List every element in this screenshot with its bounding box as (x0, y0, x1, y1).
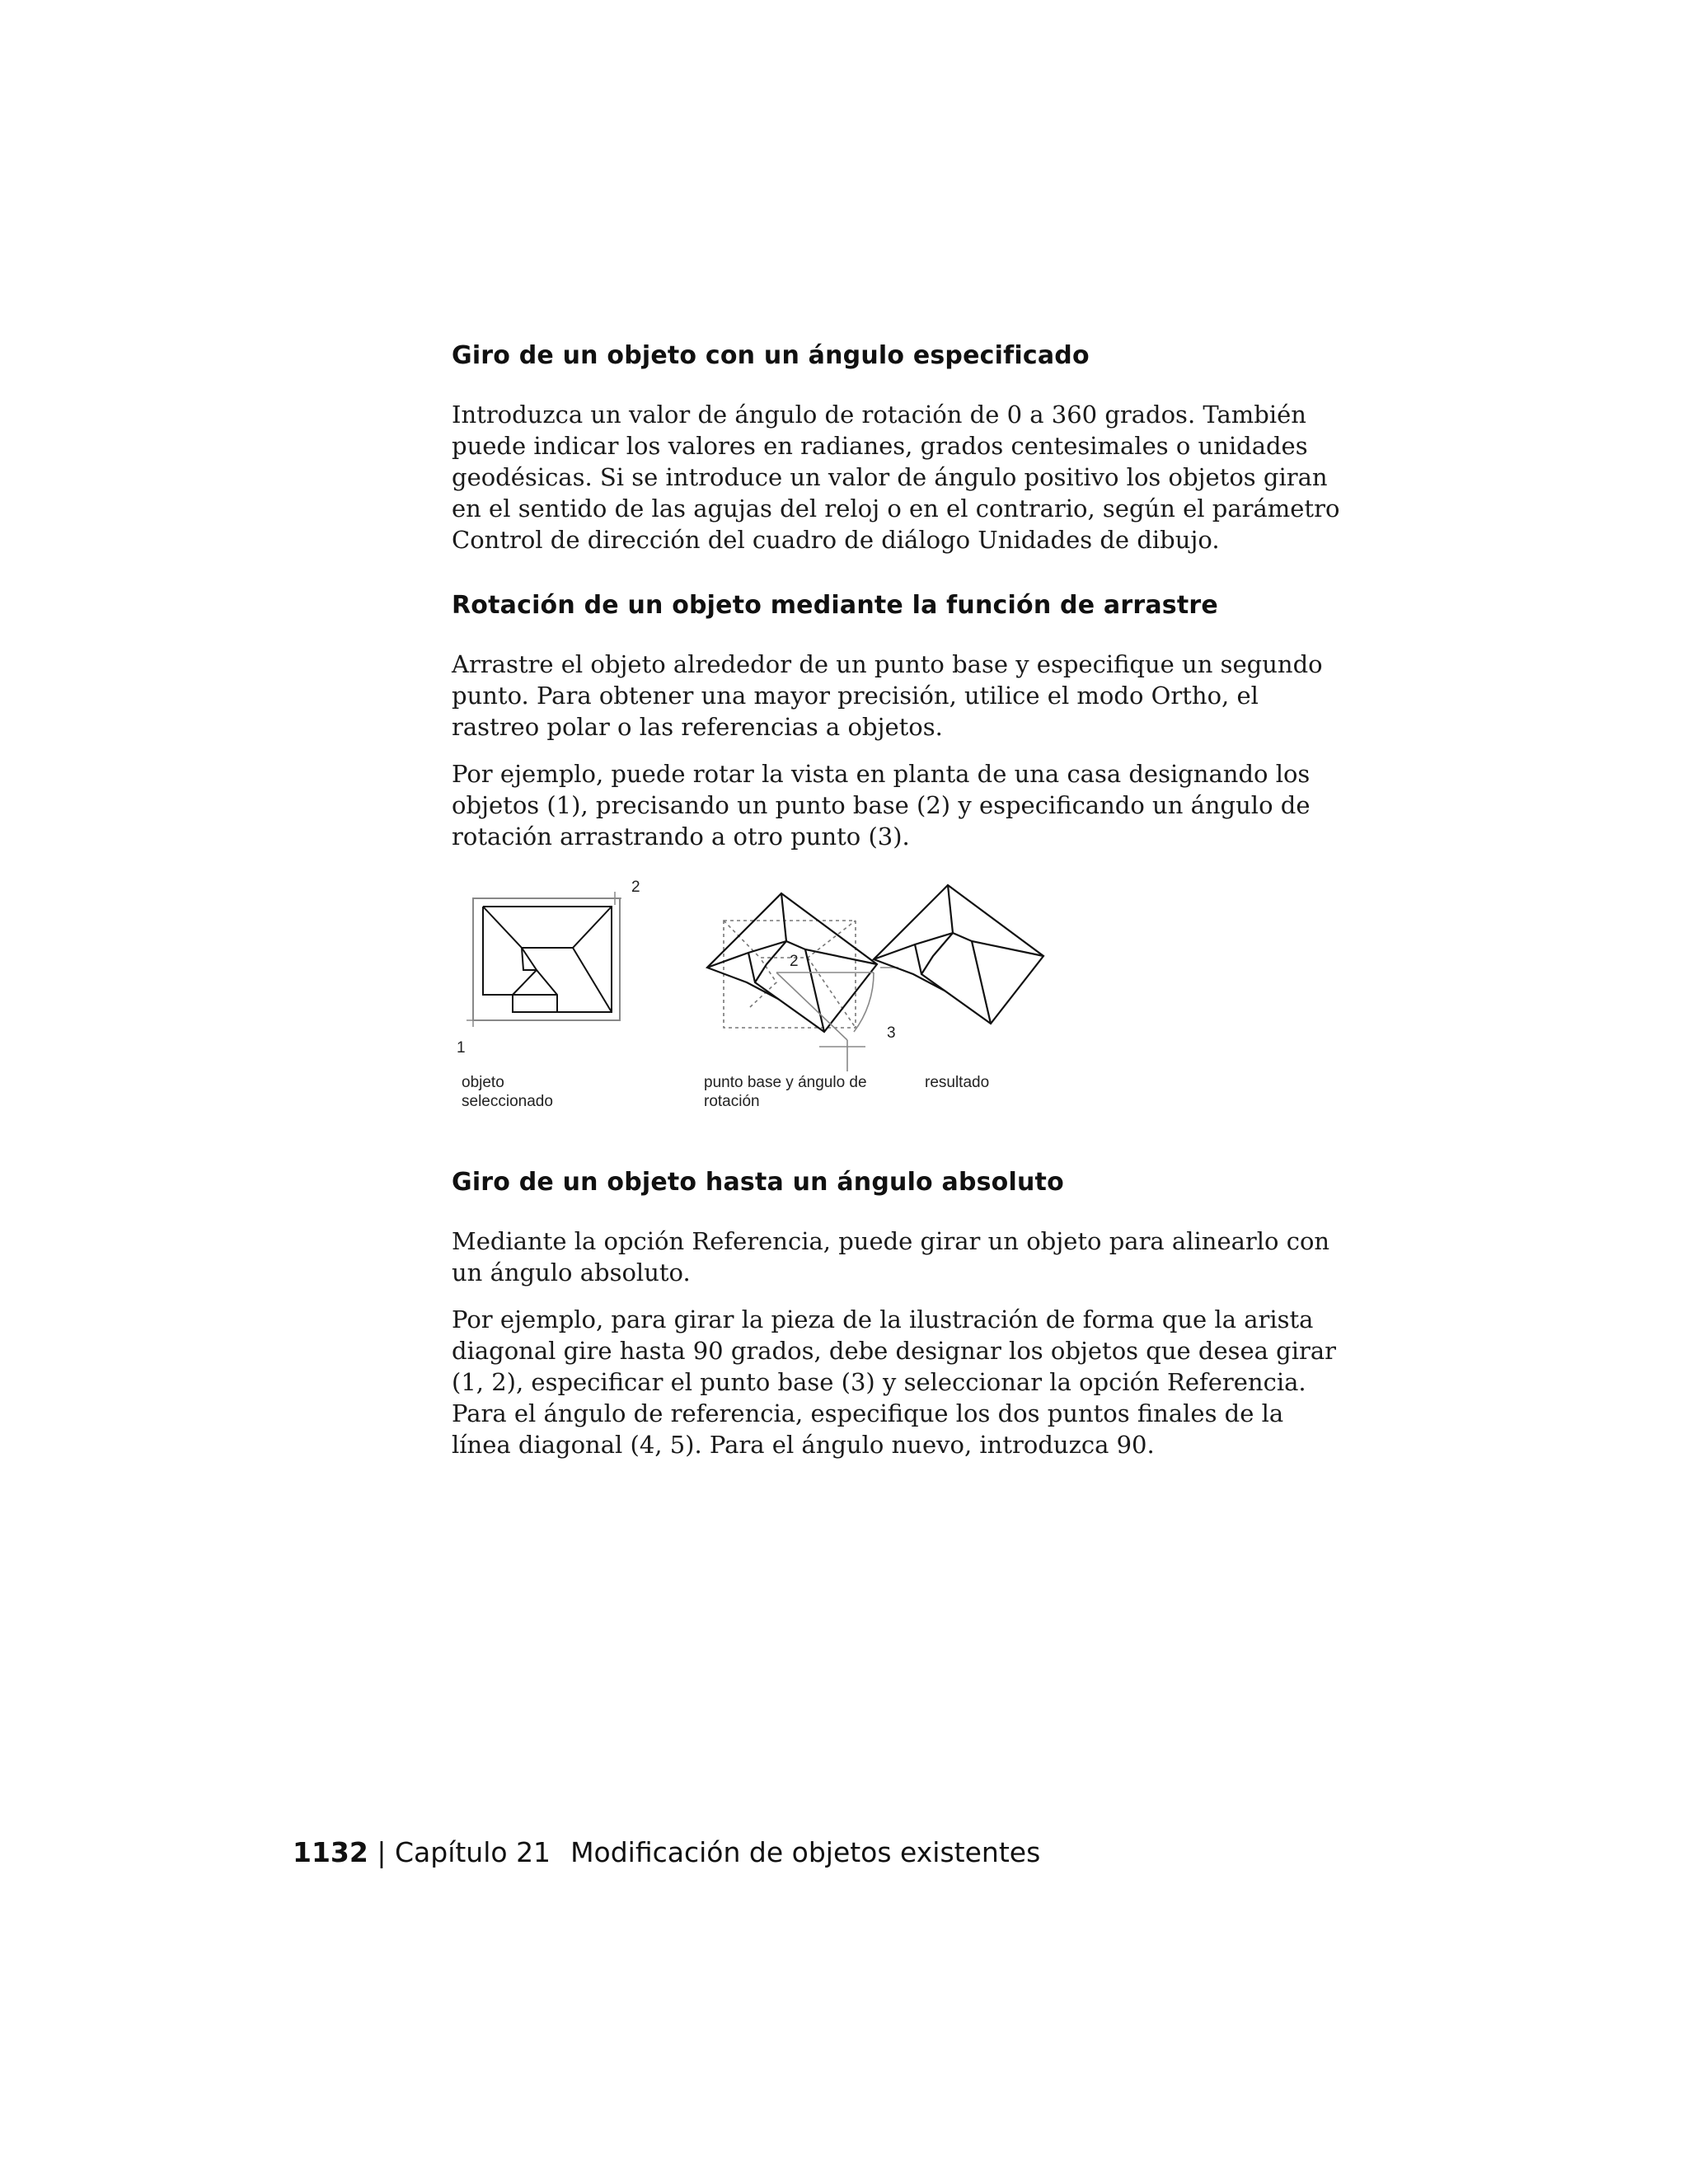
chapter-title: Modificación de objetos existentes (570, 1836, 1041, 1868)
paragraph-5: Por ejemplo, para girar la pieza de la ilustración de forma que la arista diagonal gire hasta 90 grados, debe designar los objetos que desea girar (1, 2), especificar el punto base (3) y seleccionar la opción Referencia. Para el ángulo de referencia, especifique los dos puntos finales de la línea diagonal (4, 5). Para el ángulo nuevo, introduzca 90. (452, 1305, 1337, 1459)
paragraph-1: Introduzca un valor de ángulo de rotación de 0 a 360 grados. También puede indicar los valores en radianes, grados centesimales o unidades geodésicas. Si se introduce un valor de ángulo positivo los objetos giran en el sentido de las agujas del reloj o en el contrario, según el parámetro Control de dirección del cuadro de diálogo Unidades de dibujo. (452, 401, 1340, 554)
rotation-guides (776, 968, 898, 1071)
rotation-figure (453, 875, 1113, 1127)
label-base-point: punto base y ángulo de rotación (704, 1074, 867, 1110)
chapter-label: Capítulo 21 (394, 1836, 551, 1868)
section-heading-1: Giro de un objeto con un ángulo especificado (452, 341, 1090, 370)
footer-separator: | (377, 1836, 387, 1868)
marker-2-panel1: 2 (631, 879, 640, 896)
section-heading-3: Giro de un objeto hasta un ángulo absoluto (452, 1168, 1064, 1197)
selection-crosshairs (467, 892, 621, 1027)
marker-3: 3 (887, 1024, 896, 1042)
label-result: resultado (925, 1074, 990, 1091)
marker-1: 1 (457, 1039, 466, 1057)
page-footer (293, 1836, 1040, 1868)
result-object-drawing (874, 885, 1043, 1024)
selected-object-drawing (473, 898, 620, 1020)
marker-2-panel2: 2 (790, 953, 799, 970)
label-selected-object: objeto seleccionado (462, 1074, 553, 1110)
paragraph-2: Arrastre el objeto alrededor de un punto base y especifique un segundo punto. Para obtener una mayor precisión, utilice el modo Ortho, el rastreo polar o las referencias a objetos. (452, 650, 1323, 741)
ghost-object-drawing (724, 921, 856, 1028)
section-heading-2: Rotación de un objeto mediante la función de arrastre (452, 591, 1218, 620)
paragraph-3: Por ejemplo, puede rotar la vista en planta de una casa designando los objetos (1), precisando un punto base (2) y especificando un ángulo de rotación arrastrando a otro punto (3). (452, 760, 1311, 851)
page-number: 1132 (293, 1836, 368, 1868)
paragraph-4: Mediante la opción Referencia, puede girar un objeto para alinearlo con un ángulo absoluto. (452, 1227, 1330, 1286)
